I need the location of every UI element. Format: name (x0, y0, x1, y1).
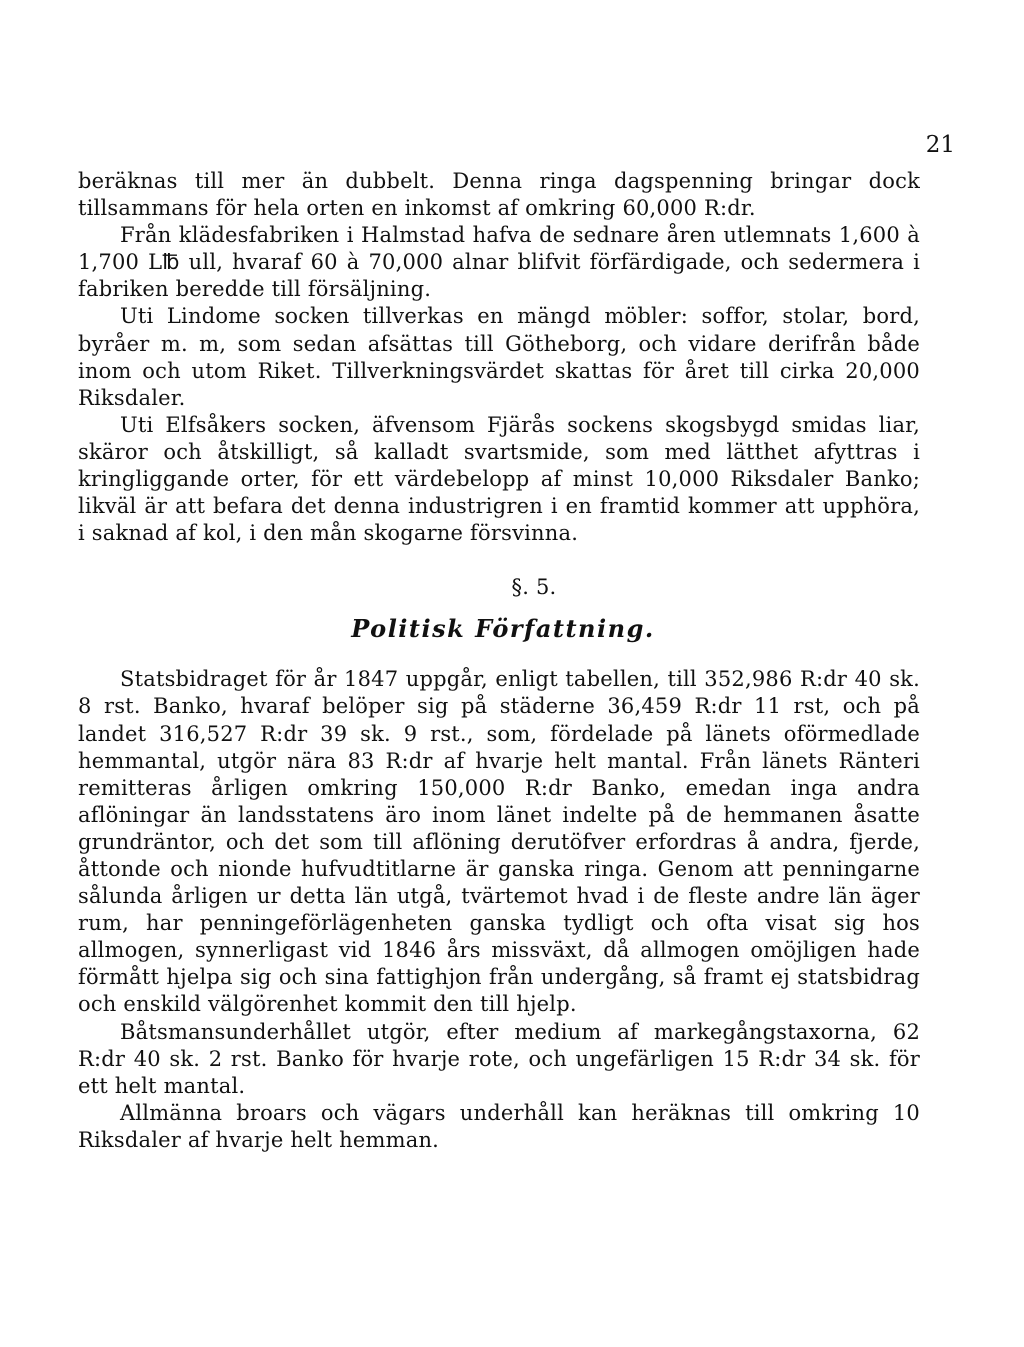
paragraph-statsbidraget: Statsbidraget för år 1847 uppgår, enligt tabellen, till 352,986 R:dr 40 sk. 8 rst. Banko, hvaraf belöper sig på städerne 36,459 R:dr 11 rst, och på landet 316,527 R:dr 39 sk. 9 rst., som, fördelade på länets oförmedlade hemmantal, utgör nära 83 R:dr af hvarje helt mantal. Från länets Ränteri remitteras årligen omkring 150,000 R:dr Banko, emedan inga andra aflöningar än landsstatens äro inom länet indelte på de hemmanen åsatte grundräntor, och det som till aflöning derutöfver erfordras å andra, fjerde, åttonde och nionde hufvudtitlarne är ganska ringa. Genom att penningarne sålunda årligen ur detta län utgå, tvärtemot hvad i de fleste andre län äger rum, har penningeförlägenheten ganska tydligt och ofta visat sig hos allmogen, synnerligast vid 1846 års missväxt, då allmogen omöjligen hade förmått hjelpa sig och sina fattighjon från undergång, så framt ej statsbidrag och enskild välgörenhet kommit den till hjelp. (78, 667, 920, 1017)
body-text (78, 168, 920, 1154)
page-number: 21 (925, 132, 955, 158)
section-title: Politisk Författning. (351, 614, 655, 644)
paragraph-båtsmansunderhållet: Båtsmansunderhållet utgör, efter medium af markegångstaxorna, 62 R:dr 40 sk. 2 rst. Banko för hvarje rote, och ungefärligen 15 R:dr 34 sk. för ett helt mantal. (78, 1019, 920, 1098)
section-mark: §. 5. (511, 575, 557, 600)
paragraph-lindome: Uti Lindome socken tillverkas en mängd möbler: soffor, stolar, bord, byråer m. m, som sedan afsättas till Götheborg, och vidare derifrån både inom och utom Riket. Tillverkningsvärdet skattas för året till cirka 20,000 Riksdaler. (78, 304, 920, 410)
paragraph-continuation: beräknas till mer än dubbelt. Denna ringa dagspenning bringar dock tillsammans för hela orten en inkomst af omkring 60,000 R:dr. (78, 169, 920, 221)
paragraph-broar-vägar: Allmänna broars och vägars underhåll kan heräknas till omkring 10 Riksdaler af hvarje helt hemman. (78, 1100, 920, 1152)
paragraph-elfsåker: Uti Elfsåkers socken, äfvensom Fjärås sockens skogsbygd smidas liar, skäror och åtskilligt, så kalladt svartsmide, som med lätthet afyttras i kringliggande orter, för ett värdebelopp af minst 10,000 Riksdaler Banko; likväl är att befara det denna industrigren i en framtid kommer att upphöra, i saknad af kol, i den mån skogarne försvinna. (78, 412, 920, 546)
paragraph-klädesfabriken: Från klädesfabriken i Halmstad hafva de sednare åren utlemnats 1,600 à 1,700 L℔ ull, hvaraf 60 à 70,000 alnar blifvit förfärdigade, och sedermera i fabriken beredde till försäljning. (78, 223, 920, 302)
